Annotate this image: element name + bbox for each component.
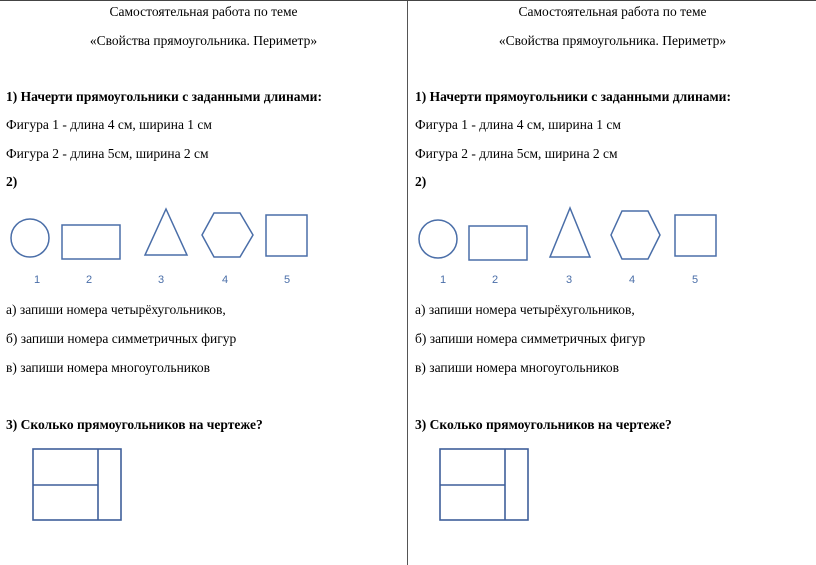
hexagon-icon — [202, 213, 253, 257]
task2-item-c: в) запиши номера многоугольников — [415, 360, 620, 375]
triangle-icon — [145, 209, 187, 255]
task1-figure-1: Фигура 1 - длина 4 см, ширина 1 см — [6, 117, 212, 132]
task1-heading: 1) Начерти прямоугольники с заданными длинами: — [415, 89, 731, 104]
task2-item-a: а) запиши номера четырёхугольников, — [6, 302, 226, 317]
worksheet-card-right — [409, 1, 816, 565]
task2-item-b: б) запиши номера симметричных фигур — [415, 331, 646, 346]
shape-label-3: 3 — [157, 274, 165, 286]
column-divider — [407, 1, 408, 565]
task2-item-a: а) запиши номера четырёхугольников, — [415, 302, 635, 317]
shapes-figure — [409, 206, 816, 286]
title-line-2: «Свойства прямоугольника. Периметр» — [498, 33, 727, 48]
shapes-figure — [0, 206, 407, 286]
shape-label-3: 3 — [565, 274, 573, 286]
task1-figure-2: Фигура 2 - длина 5см, ширина 2 см — [415, 146, 618, 161]
title-line-2: «Свойства прямоугольника. Периметр» — [89, 33, 318, 48]
triangle-icon — [550, 208, 590, 257]
circle-icon — [11, 219, 49, 257]
shape-label-4: 4 — [221, 274, 229, 286]
shape-label-5: 5 — [283, 274, 291, 286]
task2-item-c: в) запиши номера многоугольников — [6, 360, 211, 375]
square-icon — [266, 215, 307, 256]
task1-heading: 1) Начерти прямоугольники с заданными длинами: — [6, 89, 322, 104]
task2-item-b: б) запиши номера симметричных фигур — [6, 331, 237, 346]
shape-label-2: 2 — [85, 274, 93, 286]
shape-label-5: 5 — [691, 274, 699, 286]
title-line-1: Самостоятельная работа по теме — [109, 4, 298, 19]
circle-icon — [419, 220, 457, 258]
title-line-1: Самостоятельная работа по теме — [518, 4, 707, 19]
rectangles-drawing — [32, 448, 132, 528]
task3-heading: 3) Сколько прямоугольников на чертеже? — [6, 417, 263, 432]
rectangles-drawing — [439, 448, 539, 528]
task1-figure-2: Фигура 2 - длина 5см, ширина 2 см — [6, 146, 209, 161]
shape-label-2: 2 — [491, 274, 499, 286]
shape-label-1: 1 — [439, 274, 447, 286]
hexagon-icon — [611, 211, 660, 259]
worksheet-card-left — [0, 1, 407, 565]
square-icon — [675, 215, 716, 256]
shape-label-4: 4 — [628, 274, 636, 286]
rectangle-icon — [469, 226, 527, 260]
task2-heading: 2) — [415, 174, 427, 189]
task3-heading: 3) Сколько прямоугольников на чертеже? — [415, 417, 672, 432]
task2-heading: 2) — [6, 174, 18, 189]
shape-label-1: 1 — [33, 274, 41, 286]
rectangle-icon — [62, 225, 120, 259]
task1-figure-1: Фигура 1 - длина 4 см, ширина 1 см — [415, 117, 621, 132]
